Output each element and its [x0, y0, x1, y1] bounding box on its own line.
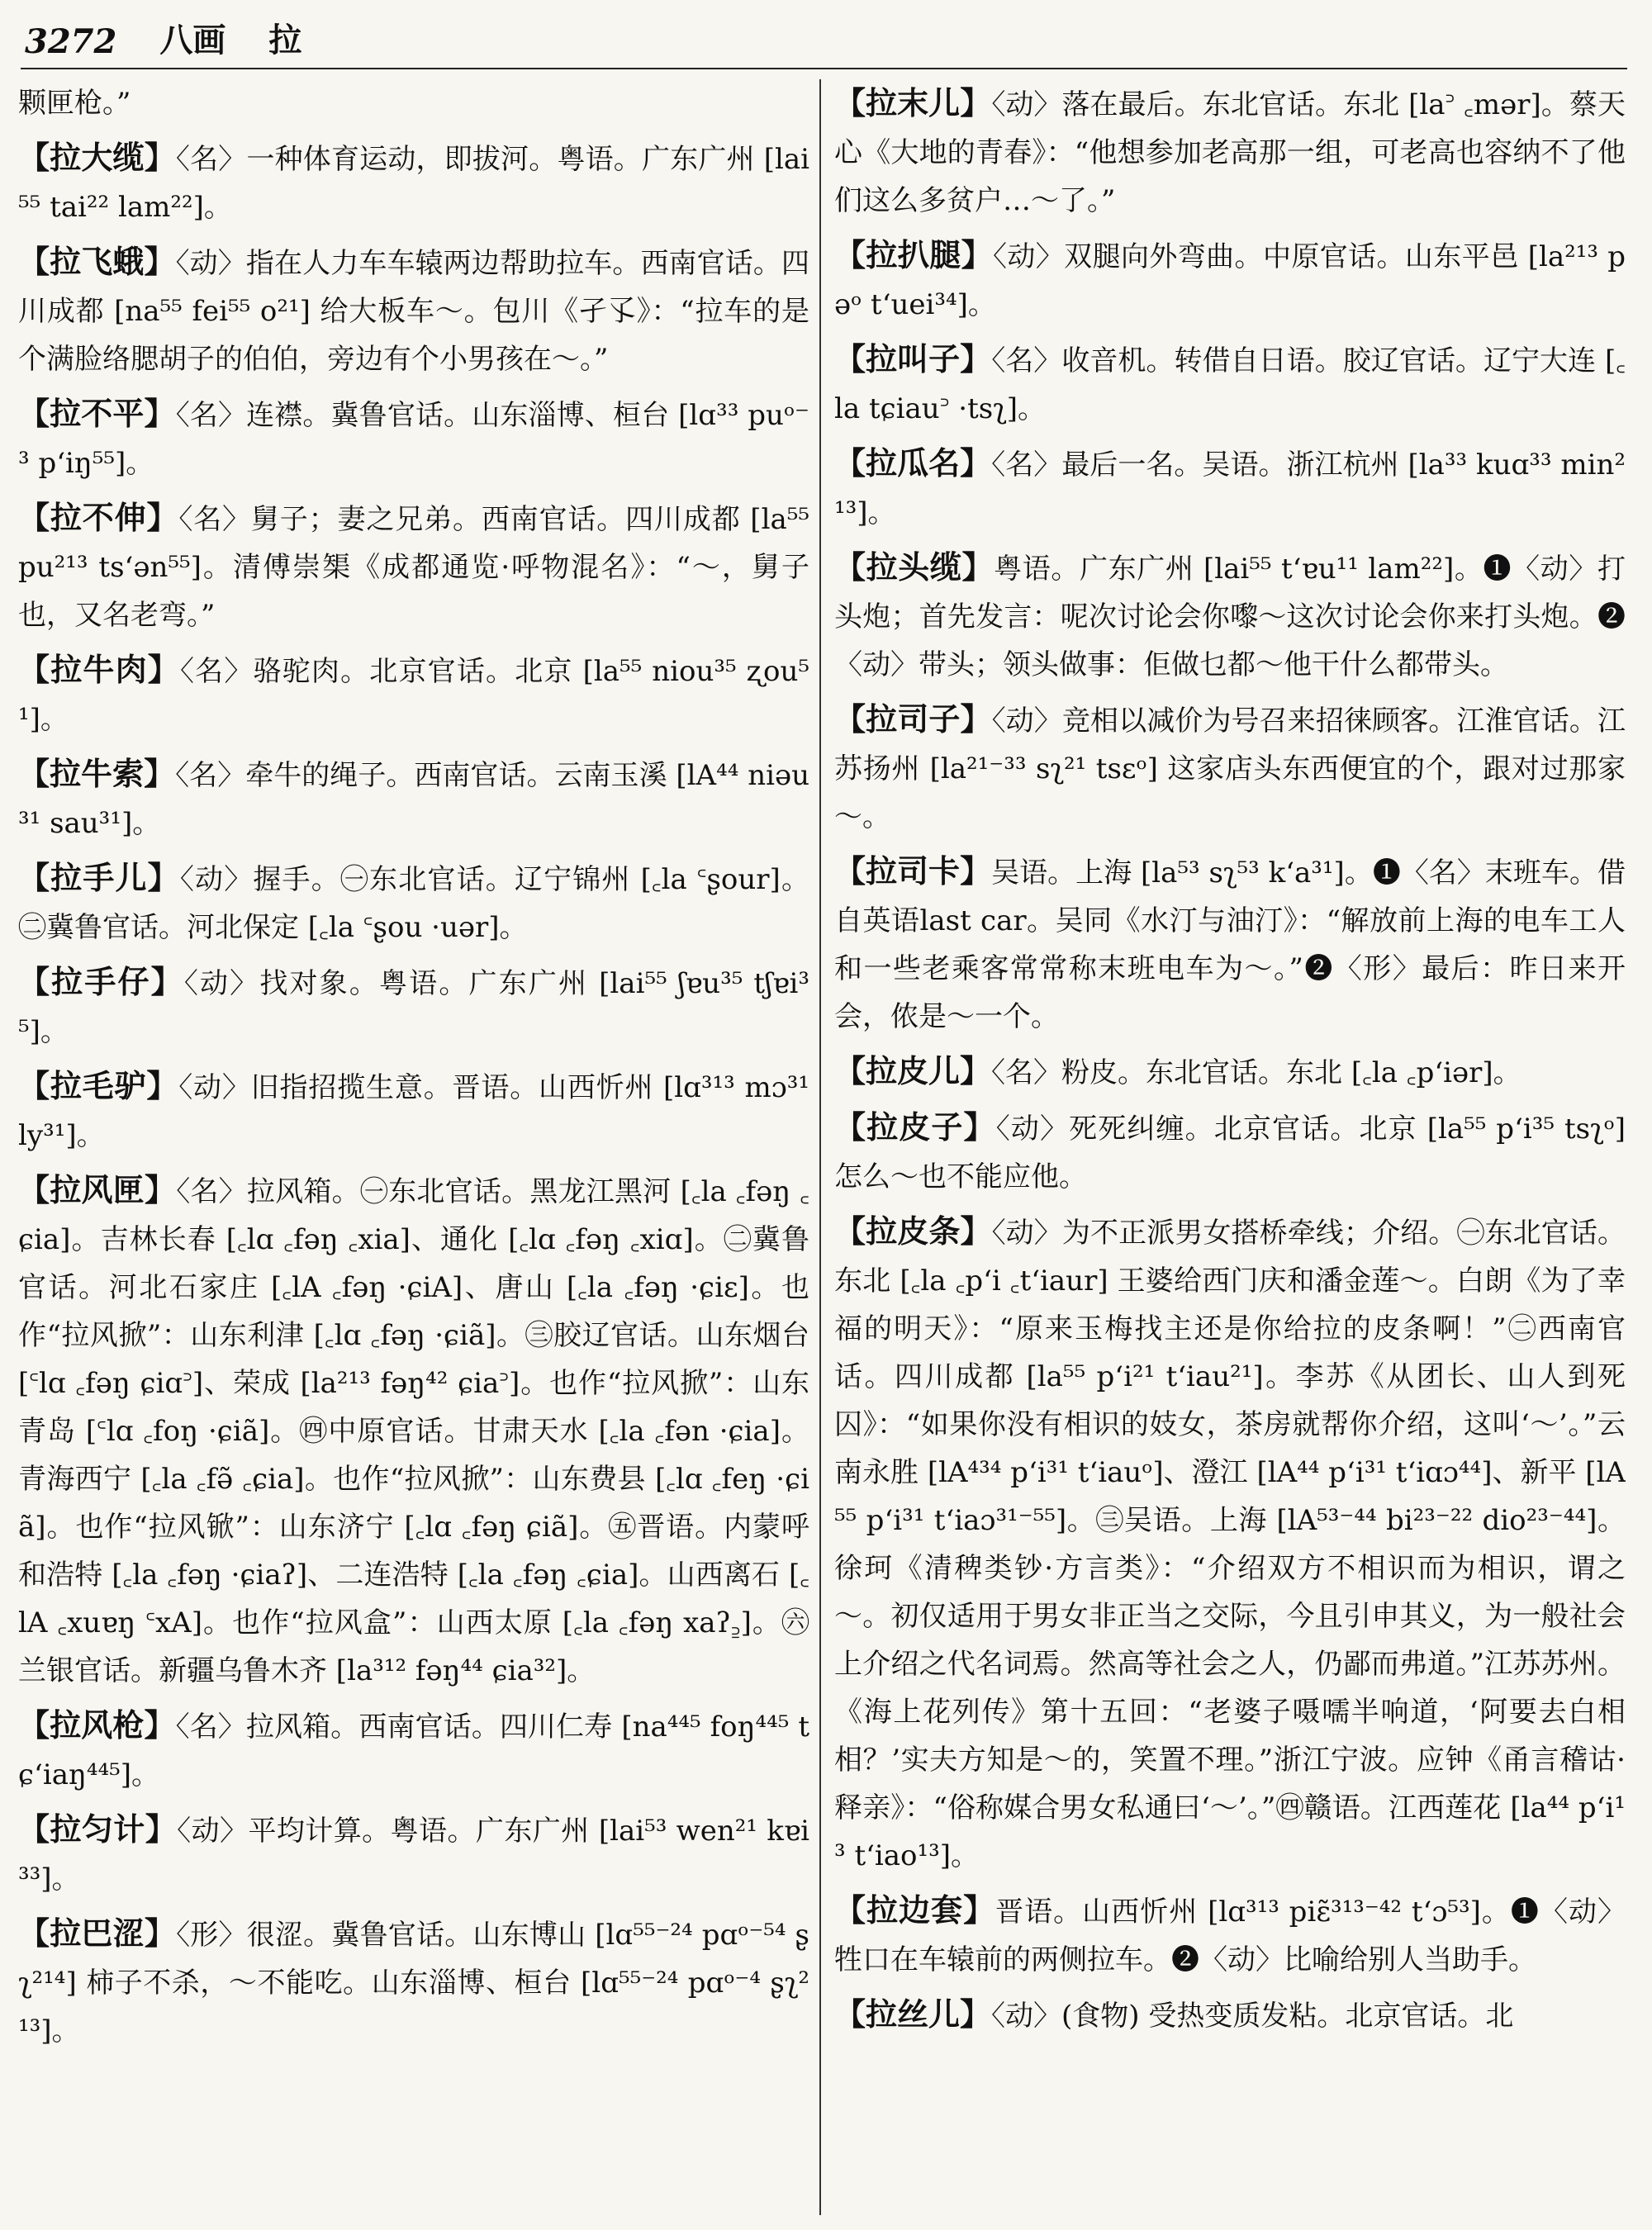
dictionary-entry: [834, 543, 1626, 689]
entry-headword: 【拉大缆】: [18, 139, 176, 176]
entry-headword: 【拉司子】: [834, 700, 992, 738]
dictionary-entry: [834, 1990, 1626, 2040]
entry-headword: 【拉扒腿】: [834, 236, 993, 273]
entry-headword: 【拉手仔】: [18, 963, 184, 1000]
entry-definition: 吴语。上海 [la⁵³ sʅ⁵³ kʻa³¹]。❶〈名〉末班车。借自英语last car。吴同《水汀与油汀》：“解放前上海的电车工人和一些老乘客常常称末班电车为～。”❷〈形〉最后：昨日来开会，侬是～一个。: [834, 856, 1626, 1033]
dictionary-entry: [18, 390, 809, 487]
entry-headword: 【拉牛肉】: [18, 651, 180, 688]
dictionary-entry: [18, 1805, 809, 1903]
dictionary-entry: [834, 439, 1626, 537]
entry-headword: 【拉瓜名】: [834, 444, 992, 482]
dictionary-entry: [18, 238, 809, 383]
entry-headword: 【拉皮儿】: [834, 1052, 992, 1089]
dictionary-entry: [834, 847, 1626, 1041]
header-rule: [21, 68, 1627, 69]
radical-character: 拉: [268, 21, 302, 59]
entry-definition: 〈形〉很涩。冀鲁官话。山东博山 [lɑ⁵⁵⁻²⁴ pɑᵒ⁻⁵⁴ ʂʅ²¹⁴] 柿子不杀，～不能吃。山东淄博、桓台 [lɑ⁵⁵⁻²⁴ pɑᵒ⁻⁴ ʂʅ²¹³]。: [18, 1919, 809, 2047]
entry-definition: 〈动〉为不正派男女搭桥牵线；介绍。㊀东北官话。东北 [꜀la ꜀pʻi ꜀tʻiaur] 王婆给西门庆和潘金莲～。白朗《为了幸福的明天》：“原来玉梅找主还是你给拉的皮条啊！”㊁西南官话。四川成都 [la⁵⁵ pʻi²¹ tʻiau²¹]。李苏《从团长、山人到死囚》：“如果你没有相识的妓女，茶房就帮你介绍，这叫‘～’。”云南永胜 [lA⁴³⁴ pʻi³¹ tʻiauᵒ]、澄江 [lA⁴⁴ pʻi³¹ tʻiɑɔ⁴⁴]、新平 [lA⁵⁵ pʻi³¹ tʻiaɔ³¹⁻⁵⁵]。㊂吴语。上海 [lA⁵³⁻⁴⁴ bi²³⁻²² dio²³⁻⁴⁴]。徐珂《清稗类钞·方言类》：“介绍双方不相识而为相识，谓之～。初仅适用于男女非正当之交际，今且引申其义，为一般社会上介绍之代名词焉。然高等社会之人，仍鄙而弗道。”江苏苏州。《海上花列传》第十五回：“老婆子嗫嚅半响道，‘阿要去白相相？’实夫方知是～的，笑置不理。”浙江宁波。应钟《甬言稽诂·释亲》：“俗称媒合男女私通曰‘～’。”㊃赣语。江西莲花 [la⁴⁴ pʻi¹³ tʻiao¹³]。: [834, 1217, 1626, 1872]
entry-headword: 【拉不平】: [18, 395, 176, 432]
dictionary-entry: [18, 494, 809, 639]
dictionary-entry: [834, 695, 1626, 841]
entry-definition: 〈名〉舅子；妻之兄弟。西南官话。四川成都 [la⁵⁵ pu²¹³ tsʻən⁵⁵]。清傅崇榘《成都通览·呼物混名》：“～，舅子也，又名老弯。”: [18, 503, 809, 632]
entry-headword: 【拉风枪】: [18, 1706, 176, 1744]
entry-definition: 〈动〉旧指招揽生意。晋语。山西忻州 [lɑ³¹³ mɔ³¹ ly³¹]。: [18, 1071, 809, 1152]
right-column: [834, 79, 1626, 2218]
dictionary-entry: [834, 1886, 1626, 1984]
page-number: 3272: [25, 22, 117, 61]
entry-definition: 〈名〉收音机。转借自日语。胶辽官话。辽宁大连 [꜀la tɕiau꜄ ·tsʅ]。: [834, 344, 1626, 425]
entry-definition: 〈动〉竞相以减价为号召来招徕顾客。江淮官话。江苏扬州 [la²¹⁻³³ sʅ²¹ tsɛᵒ] 这家店头东西便宜的个，跟对过那家～。: [834, 705, 1626, 833]
entry-definition: 〈名〉骆驼肉。北京官话。北京 [la⁵⁵ niou³⁵ ʐou⁵¹]。: [18, 655, 809, 736]
entry-definition: 〈动〉指在人力车车辕两边帮助拉车。西南官话。四川成都 [na⁵⁵ fei⁵⁵ o²¹] 给大板车～。包川《孑孓》：“拉车的是个满脸络腮胡子的伯伯，旁边有个小男孩在～。”: [18, 247, 809, 376]
dictionary-entry: [834, 79, 1626, 225]
entry-definition: 〈名〉拉风箱。西南官话。四川仁寿 [na⁴⁴⁵ foŋ⁴⁴⁵ tɕʻiaŋ⁴⁴⁵]。: [18, 1710, 809, 1791]
entry-headword: 【拉手儿】: [18, 859, 180, 896]
dictionary-entry: [834, 1208, 1626, 1880]
dictionary-entry: [18, 134, 809, 231]
entry-headword: 【拉不伸】: [18, 499, 179, 536]
entry-definition: 〈动〉死死纠缠。北京官话。北京 [la⁵⁵ pʻi³⁵ tsʅᵒ] 怎么～也不能应他。: [834, 1113, 1626, 1193]
entry-headword: 【拉丝儿】: [834, 1995, 992, 2033]
dictionary-entry: [18, 854, 809, 951]
page-header: [25, 15, 1627, 61]
left-column: [18, 79, 809, 2218]
entry-headword: 【拉皮条】: [834, 1212, 992, 1250]
entry-definition: 〈名〉粉皮。东北官话。东北 [꜀la ꜀pʻiər]。: [991, 1056, 1521, 1089]
entry-definition: 〈动〉找对象。粤语。广东广州 [lai⁵⁵ ʃɐu³⁵ tʃɐi³⁵]。: [18, 967, 809, 1048]
entry-headword: 【拉毛驴】: [18, 1067, 179, 1104]
entry-definition: 〈动〉落在最后。东北官话。东北 [la꜄ ꜀mər]。蔡天心《大地的青春》：“他想参加老高那一组，可老高也容纳不了他们这么多贫户…～了。”: [834, 88, 1626, 217]
column-divider: [819, 79, 821, 2215]
entry-definition: 〈名〉连襟。冀鲁官话。山东淄博、桓台 [lɑ³³ puᵒ⁻³ pʻiŋ⁵⁵]。: [18, 399, 809, 480]
entry-definition: 〈动〉双腿向外弯曲。中原官话。山东平邑 [la²¹³ pəᵒ tʻuei³⁴]。: [834, 240, 1626, 321]
dictionary-entry: [18, 1701, 809, 1799]
entry-definition: 〈动〉握手。㊀东北官话。辽宁锦州 [꜀la ꜂ʂour]。㊁冀鲁官话。河北保定 [꜀la ꜂ʂou ·uər]。: [18, 863, 809, 944]
entry-definition: 〈名〉牵牛的绳子。西南官话。云南玉溪 [lA⁴⁴ niəu³¹ sau³¹]。: [18, 759, 809, 840]
dictionary-entry: [18, 1062, 809, 1160]
entry-headword: 【拉头缆】: [834, 548, 995, 586]
entry-definition: 粤语。广东广州 [lai⁵⁵ tʻɐu¹¹ lam²²]。❶〈动〉打头炮；首先发言：呢次讨论会你嚟～这次讨论会你来打头炮。❷〈动〉带头；领头做事：佢做乜都～他干什么都带头。: [834, 553, 1626, 681]
dictionary-entry: [18, 1166, 809, 1695]
entry-headword: 【拉匀计】: [18, 1810, 178, 1848]
entry-headword: 【拉巴涩】: [18, 1914, 177, 1952]
dictionary-entry: [18, 1910, 809, 2055]
entry-headword: 【拉皮子】: [834, 1108, 996, 1146]
entry-definition: 〈名〉一种体育运动，即拔河。粤语。广东广州 [lai⁵⁵ tai²² lam²²]。: [18, 143, 809, 224]
dictionary-entry: [834, 335, 1626, 433]
entry-headword: 【拉飞蛾】: [18, 243, 176, 280]
entry-headword: 【拉末儿】: [834, 84, 992, 121]
entry-definition: 〈名〉最后一名。吴语。浙江杭州 [la³³ kuɑ³³ min²¹³]。: [834, 448, 1626, 529]
entry-definition: 〈动〉(食物) 受热变质发粘。北京官话。北: [991, 2000, 1514, 2033]
dictionary-entry: [18, 750, 809, 847]
dictionary-entry: [834, 1047, 1626, 1097]
entry-headword: 【拉牛索】: [18, 755, 176, 792]
entry-definition: 〈动〉平均计算。粤语。广东广州 [lai⁵³ wen²¹ kɐi³³]。: [18, 1815, 809, 1896]
entry-definition: 〈名〉拉风箱。㊀东北官话。黑龙江黑河 [꜀la ꜀fəŋ ꜀ɕia]。吉林长春 [꜀lɑ ꜀fəŋ ꜀xia]、通化 [꜀lɑ ꜀fəŋ ꜀xiɑ]。㊁冀鲁官话。河北石家庄 [꜀lA ꜀fəŋ ·ɕiA]、唐山 [꜀la ꜀fəŋ ·ɕiɛ]。也作“拉风掀”：山东利津 [꜀lɑ ꜀fəŋ ·ɕiã]。㊂胶辽官话。山东烟台 [꜂lɑ ꜀fəŋ ɕiɑ꜄]、荣成 [la²¹³ fəŋ⁴² ɕia꜄]。也作“拉风掀”：山东青岛 [꜂lɑ ꜀foŋ ·ɕiã]。㊃中原官话。甘肃天水 [꜀la ꜀fən ·ɕia]。青海西宁 [꜀la ꜀fə̃ ꜀ɕia]。也作“拉风掀”：山东费县 [꜀lɑ ꜀feŋ ·ɕiã]。也作“拉风锨”：山东济宁 [꜀lɑ ꜀fəŋ ɕiã]。㊄晋语。内蒙呼和浩特 [꜀la ꜀fəŋ ·ɕiaʔ]、二连浩特 [꜀la ꜀fəŋ ꜀ɕia]。山西离石 [꜀lA ꜀xuɐŋ ꜂xA]。也作“拉风盒”：山西太原 [꜀la ꜀fəŋ xaʔ꜇]。㊅兰银官话。新疆乌鲁木齐 [la³¹² fəŋ⁴⁴ ɕia³²]。: [18, 1175, 809, 1687]
entry-headword: 【拉司卡】: [834, 852, 992, 890]
entry-headword: 【拉风匣】: [18, 1171, 177, 1208]
entry-headword: 【拉叫子】: [834, 340, 992, 377]
dictionary-entry: [18, 646, 809, 743]
section-label: 八画: [159, 21, 226, 59]
dictionary-entry: [18, 958, 809, 1056]
continuation-text: 颗匣枪。”: [18, 87, 131, 120]
dictionary-entry: [834, 231, 1626, 329]
entry-headword: 【拉边套】: [834, 1891, 996, 1929]
dictionary-entry: [834, 1103, 1626, 1201]
entry-definition: 晋语。山西忻州 [lɑ³¹³ piɛ̃³¹³⁻⁴² tʻɔ⁵³]。❶〈动〉牲口在车辕前的两侧拉车。❷〈动〉比喻给别人当助手。: [834, 1896, 1626, 1976]
